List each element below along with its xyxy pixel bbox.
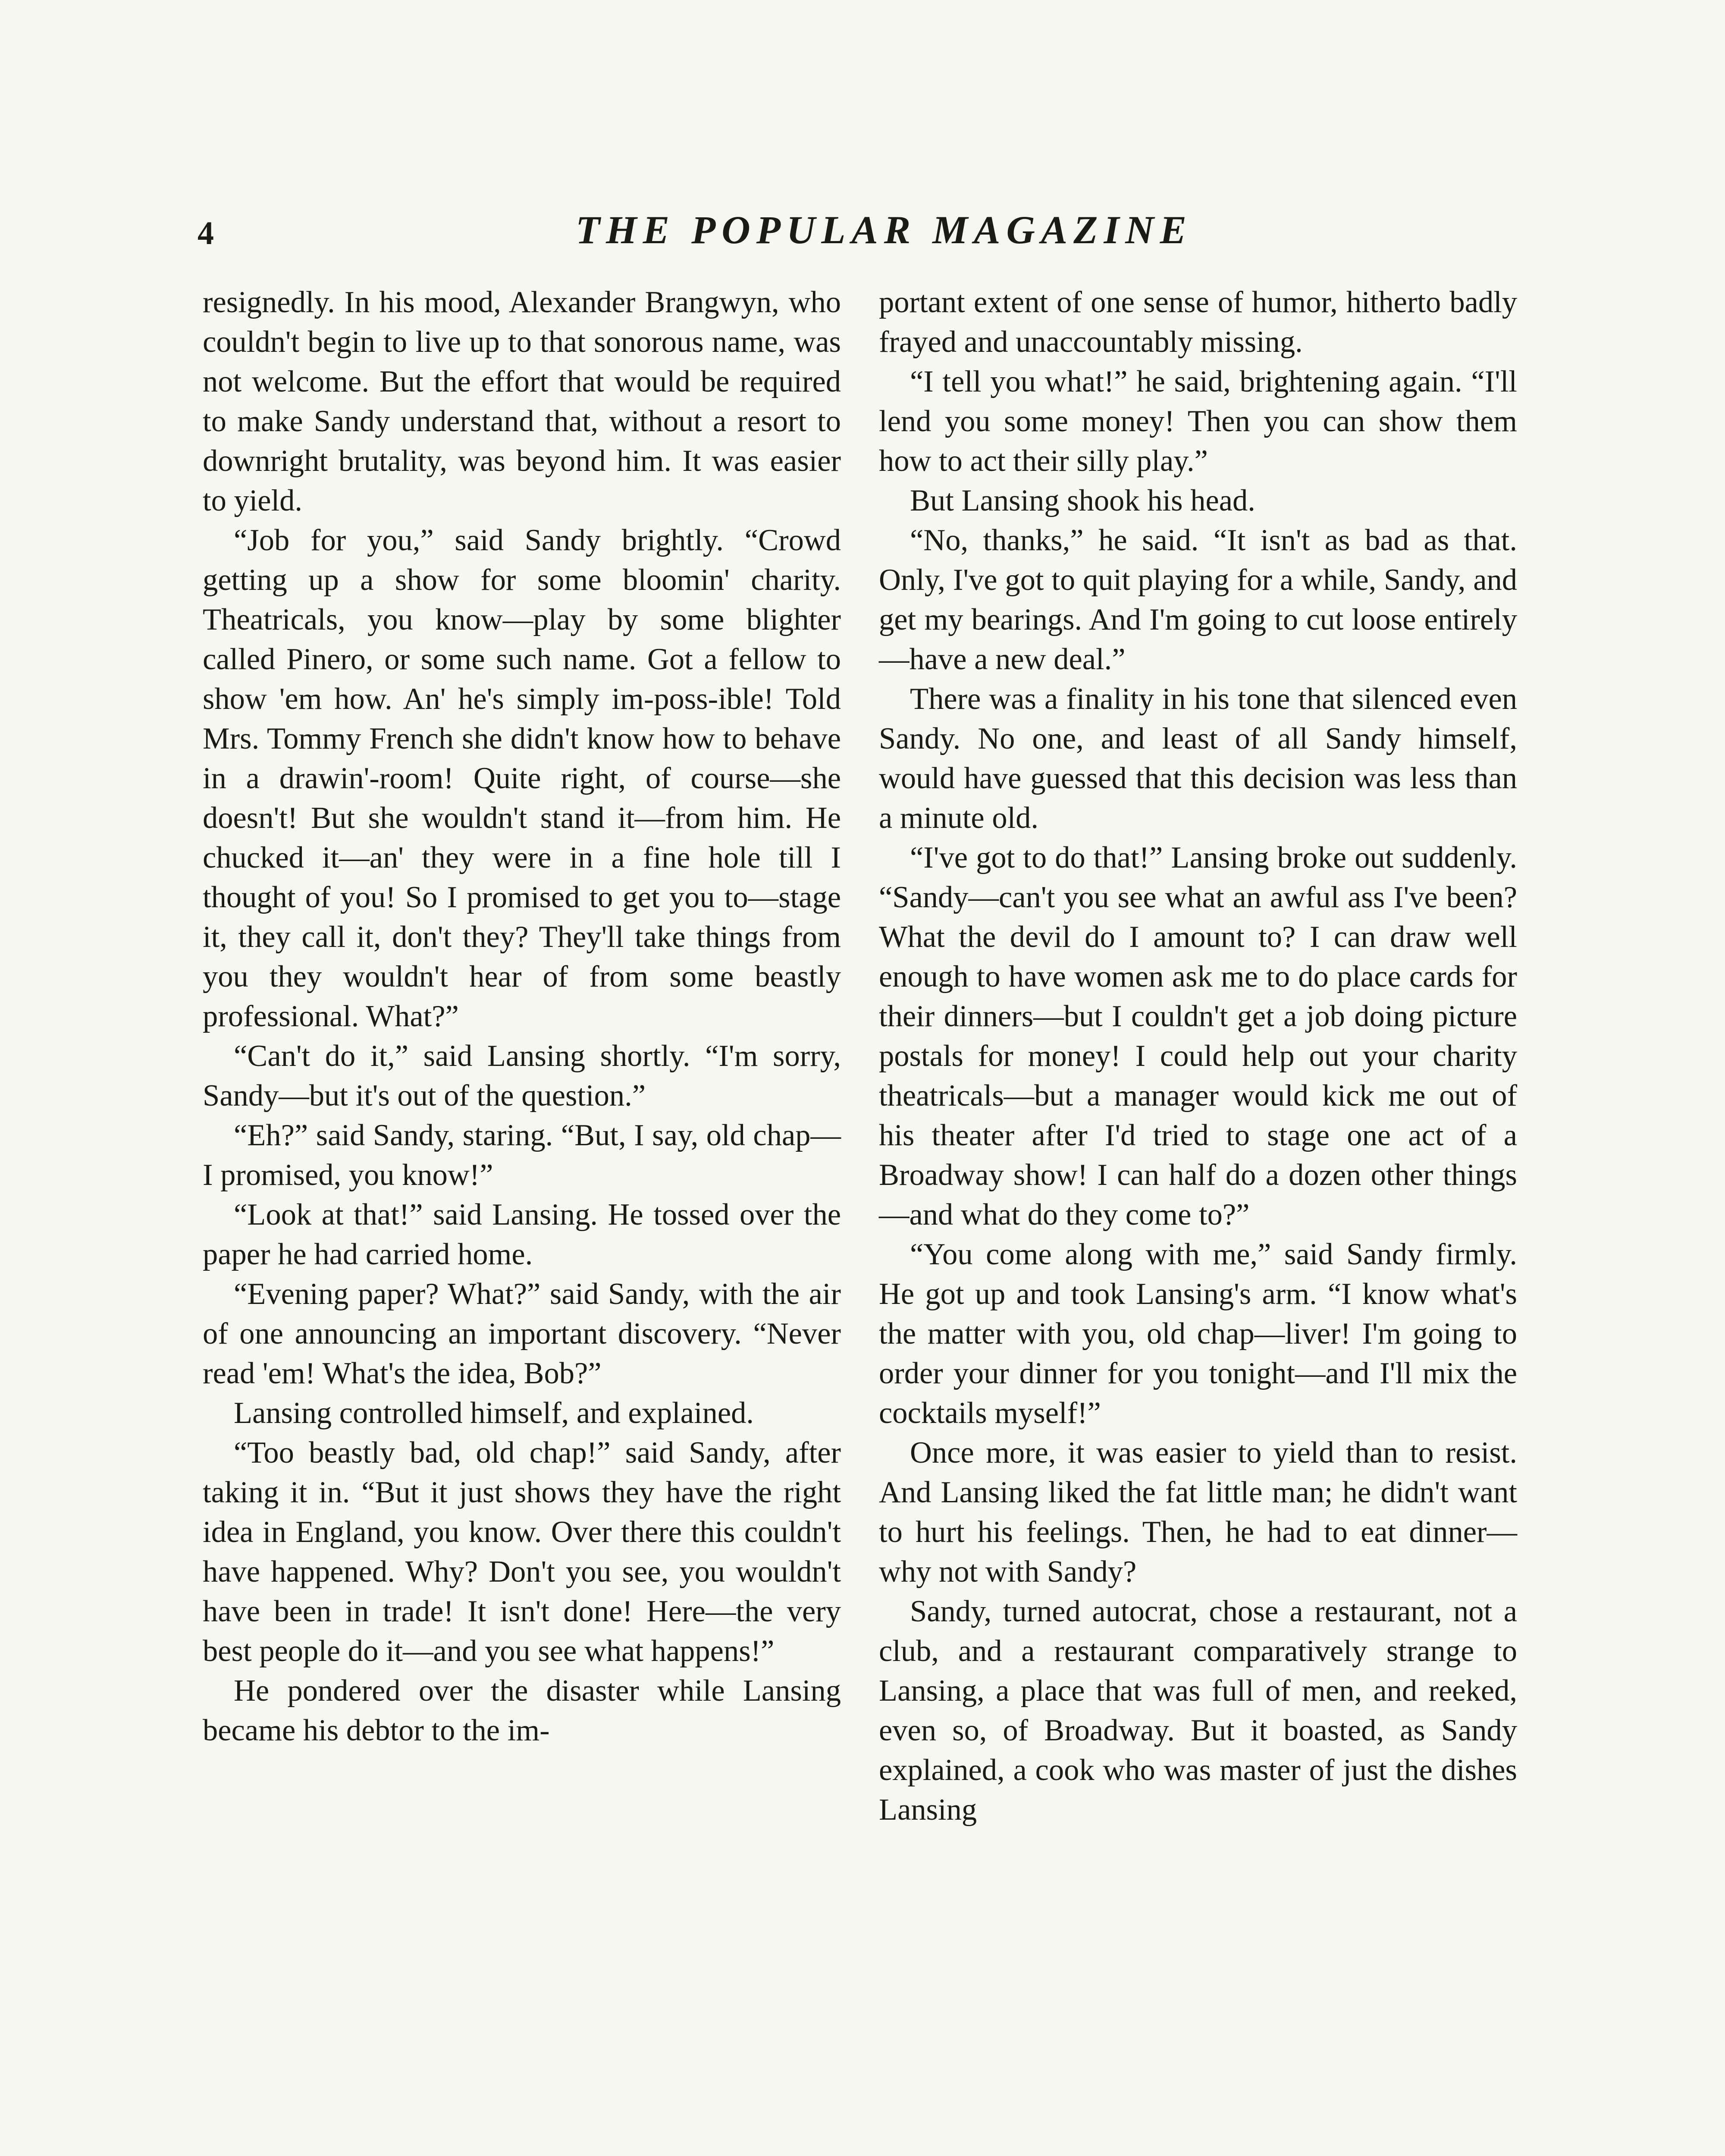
paragraph: resignedly. In his mood, Alexander Brangwyn, who couldn't begin to live up to that sonorous name, was not welcome. But the effort that would be required to make Sandy understand that, without a resort to downright brutality, was beyond him. It was easier to yield. (203, 285, 841, 517)
paragraph: “Eh?” said Sandy, staring. “But, I say, old chap—I promised, you know!” (203, 1119, 841, 1192)
paragraph: Once more, it was easier to yield than to resist. And Lansing liked the fat little man; he didn't want to hurt his feelings. Then, he had to eat dinner—why not with Sandy? (879, 1436, 1517, 1589)
paragraph: “Too beastly bad, old chap!” said Sandy, after taking it in. “But it just shows they have the right idea in England, you know. Over there this couldn't have happened. Why? Don't you see, you wouldn't have been in trade! It isn't done! Here—the very best people do it—and you see what happens!” (203, 1436, 841, 1668)
page-number: 4 (198, 215, 214, 251)
paragraph: “Can't do it,” said Lansing shortly. “I'm sorry, Sandy—but it's out of the question.” (203, 1039, 841, 1112)
paragraph: “Job for you,” said Sandy brightly. “Crowd getting up a show for some bloomin' charity. Theatricals, you know—play by some blighter called Pinero, or some such name. Got a fellow to show 'em how. An' he's simply im-poss-ible! Told Mrs. Tommy French she didn't know how to behave in a drawin'-room! Quite right, of course—she doesn't! But she wouldn't stand it—from him. He chucked it—an' they were in a fine hole till I thought of you! So I promised to get you to—stage it, they call it, don't they? They'll take things from you they wouldn't hear of from some beastly professional. What?” (203, 523, 841, 1033)
paragraph: “No, thanks,” he said. “It isn't as bad as that. Only, I've got to quit playing for a while, Sandy, and get my bearings. And I'm going to cut loose entirely—have a new deal.” (879, 523, 1517, 676)
running-title: THE POPULAR MAGAZINE (575, 208, 1193, 252)
paragraph: But Lansing shook his head. (910, 484, 1255, 517)
right-column (879, 282, 1517, 2156)
paragraph: “You come along with me,” said Sandy firmly. He got up and took Lansing's arm. “I know what's the matter with you, old chap—liver! I'm going to order your dinner for you tonight—and I'll mix the cocktails myself!” (879, 1238, 1517, 1430)
paragraph: There was a finality in his tone that silenced even Sandy. No one, and least of all Sandy himself, would have guessed that this decision was less than a minute old. (879, 682, 1517, 835)
paragraph: “I tell you what!” he said, brightening again. “I'll lend you some money! Then you can show them how to act their silly play.” (879, 365, 1517, 478)
paragraph: “Look at that!” said Lansing. He tossed over the paper he had carried home. (203, 1198, 841, 1271)
paragraph: He pondered over the disaster while Lansing became his debtor to the im- (203, 1674, 841, 1747)
paragraph: Lansing controlled himself, and explained. (234, 1396, 754, 1430)
paragraph: “Evening paper? What?” said Sandy, with the air of one announcing an important discovery. “Never read 'em! What's the idea, Bob?” (203, 1277, 841, 1390)
paragraph: portant extent of one sense of humor, hitherto badly frayed and unaccountably missing. (879, 285, 1517, 359)
paragraph: Sandy, turned autocrat, chose a restaurant, not a club, and a restaurant comparatively strange to Lansing, a place that was full of men, and reeked, even so, of Broadway. But it boasted, as Sandy explained, a cook who was master of just the dishes Lansing (879, 1595, 1517, 1827)
left-column (203, 282, 841, 2156)
page-header (0, 207, 1725, 259)
paragraph: “I've got to do that!” Lansing broke out suddenly. “Sandy—can't you see what an awful ass I've been? What the devil do I amount to? I can draw well enough to have women ask me to do place cards for their dinners—but I couldn't get a job doing picture postals for money! I could help out your charity theatricals—but a manager would kick me out of his theater after I'd tried to stage one act of a Broadway show! I can half do a dozen other things—and what do they come to?” (879, 841, 1517, 1232)
